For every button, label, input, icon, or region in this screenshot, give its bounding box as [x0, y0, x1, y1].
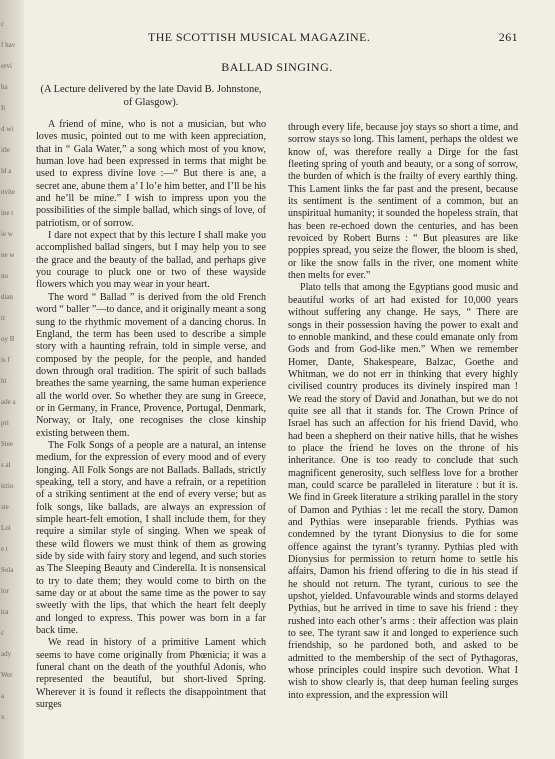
paragraph: through every life, because joy stays so short a time, and sorrow stays so long. This lament, perhaps the oldest we know of, was therefore really a Dirge for the fast fleeting spring of youth and beauty, or a song of sorrow, the burden of which is the frailty of every earthly thing. This Lament links the far past and the present, because its sentiment is the sentiment of a common, but an unspiritual humanity; it sounded the hopeless strain, that has been re-echoed down the centuries, and has been revoiced by Robert Burns : “ But pleasures are like poppies spread, you seize the flower, the bloom is shed, or like the snow falls in the river, one moment white then melts for ever.” — [288, 122, 518, 282]
gutter-fragment: e t — [1, 545, 8, 553]
gutter-fragment: tra — [1, 608, 9, 616]
gutter-fragment: ade a — [1, 398, 16, 406]
gutter-fragment: ne w — [1, 251, 15, 259]
gutter-fragment: Sola — [1, 566, 14, 574]
gutter-fragment: oy B — [1, 335, 15, 343]
gutter-fragment: It — [1, 104, 6, 112]
gutter-fragment: f hav — [1, 41, 16, 49]
gutter-fragment: s al — [1, 461, 11, 469]
gutter-fragment: dian — [1, 293, 14, 301]
gutter-fragment: x — [1, 713, 5, 721]
gutter-fragment: tr — [1, 314, 6, 322]
running-title: THE SCOTTISH MUSICAL MAGAZINE. — [148, 30, 371, 44]
paragraph: Plato tells that among the Egyptians good music and beautiful works of art had existed for 10,000 years without suffering any change. He says, “ There are songs in their possession having the power to exalt and to ennoble mankind, and these could emanate only from Gods and from God-like men.” When we remember Homer, Dante, Shakespeare, Balzac, Goethe and Whitman, we do not err in thinking that every highly civilised country produces its divinely inspired man ! We read the story of David and Jonathan, but we do not quite see all that it stands for. The Crown Prince of Israel has such an affection for his friend David, who had been a shepherd on their native hills, that he wishes to place the friend he loves on the throne of his inheritance. One is too ready to conclude that such magnificent generosity, such selfless love for a brother man, could scarce be paralleled in literature : but it is. We find in Greek literature a striking parallel in the story of Damon and Pythias : let me recall the story. Damon and Pythias were inseparable friends. Pythias was condemned by the tyrant Dionysius to die for some offence against the tyrant’s tyranny. Pythias pled with Dionysius for permission to return home to settle his affairs, Damon his friend offering to die in his stead if he should not return. The tyrant, curious to see the upshot, yielded. Unfavourable winds and storms delayed Pythias, but he arrived in time to save his friend : they rushed into each other’s arms : their affection was plain to see. The tyrant saw it and longed to experience such friendship, so he pardoned both, and asked to be admitted to the membership of the sect of Pythagoras, whose principles could inspire such devotion. What I wish to show clearly is, that deep human feeling surges into expression, and the expression will — [288, 282, 518, 701]
running-header — [36, 30, 518, 46]
gutter-fragment: ervi — [1, 62, 12, 70]
gutter-fragment: ste — [1, 503, 9, 511]
byline: (A Lecture delivered by the late David B. Johnstone, of Glasgow). — [40, 84, 262, 108]
magazine-page — [36, 30, 518, 712]
gutter-fragment: nvite — [1, 188, 15, 196]
gutter-fragment: d wi — [1, 125, 14, 133]
gutter-fragment: pri — [1, 419, 9, 427]
gutter-fragment: c — [1, 20, 5, 28]
gutter-fragment: lor — [1, 587, 9, 595]
article-heading — [36, 60, 518, 75]
gutter-fragment: Stee — [1, 440, 14, 448]
gutter-fragment: c — [1, 629, 5, 637]
gutter-fragment: ld a — [1, 167, 12, 175]
paragraph: We read in history of a primitive Lament which seems to have come originally from Phœnicia; it was a funeral chant on the death of the youthful Adonis, who represented the beautiful, but short-lived Spring. Wherever it is found it reflects the disappointment that surges — [36, 637, 266, 711]
gutter-fragment: ha — [1, 83, 8, 91]
gutter-fragment: hi — [1, 377, 7, 385]
paragraph: A friend of mine, who is not a musician, but who loves music, pointed out to me with keen appreciation, that in “ Gala Water,” a song which most of you know, human love had been expressed in terms that might be used to express divine love :—“ But there is ane, a secret ane, abune them a’ I lo’e him better, and I’ll be his and he’ll be mine.” I wish to impress upon you the possibilities of the simple ballad, which sings of love, of patriotism, or of sorrow. — [36, 119, 266, 229]
left-column — [36, 77, 266, 712]
gutter-fragment: ictio — [1, 482, 14, 490]
gutter-fragment: Loi — [1, 524, 11, 532]
gutter-fragment: ady — [1, 650, 12, 658]
gutter-fragment: ie w — [1, 230, 13, 238]
gutter-fragment: is f — [1, 356, 10, 364]
paragraph: The word “ Ballad ” is derived from the old French word “ baller ”—to dance, and it originally meant a song sung to the rhythmic movement of a dancing chorus. In England, the term has been used to describe a simple story with a haunting refrain, told in simple verse, and composed by the people, for the people, and handed down through oral tradition. The spirit of such ballads breathes the same yearning, the same human experience all the world over. So whether they are sung in Greece, or in Germany, in France, Provence, Portugal, Denmark, Norway, or Italy, one recognises the close kinship existing between them. — [36, 291, 266, 439]
adjacent-page-edge — [0, 0, 24, 759]
right-column — [288, 122, 518, 712]
paragraph: I dare not expect that by this lecture I shall make you accomplished ballad singers, but I may help you to see the grace and the beauty of the ballad, and perhaps give you courage to pluck one or two of these wayside flowers which you may wear in your heart. — [36, 230, 266, 291]
gutter-fragment: a — [1, 692, 5, 700]
article-title: BALLAD SINGING. — [221, 60, 333, 74]
page-number: 261 — [498, 30, 518, 44]
gutter-fragment: itle — [1, 146, 10, 154]
text-columns — [36, 77, 518, 712]
gutter-fragment: no — [1, 272, 8, 280]
gutter-fragment: ine t — [1, 209, 14, 217]
paragraph: The Folk Songs of a people are a natural, an intense medium, for the expression of every mood and of every longing. All Folk Songs are not Ballads. Ballads, strictly speaking, tell a story, and have a refrain, or a repetition of a striking sentiment at the end of every verse; but as folk songs, like ballads, are always an expression of simple heart-felt emotion, I shall include them, for they require a similar style of singing. When we speak of these wild flowers we must think of them as growing side by side with fairy story and legend, and such stories as The Sleeping Beauty and Cinderella. It is nonsensical to try to date them; they would come to birth on the same day or at about the same time as the power to say sweetly with the lips, that which the heart felt deeply and longed to express. This power was born in a far back time. — [36, 439, 266, 637]
gutter-fragment: Wer — [1, 671, 13, 679]
